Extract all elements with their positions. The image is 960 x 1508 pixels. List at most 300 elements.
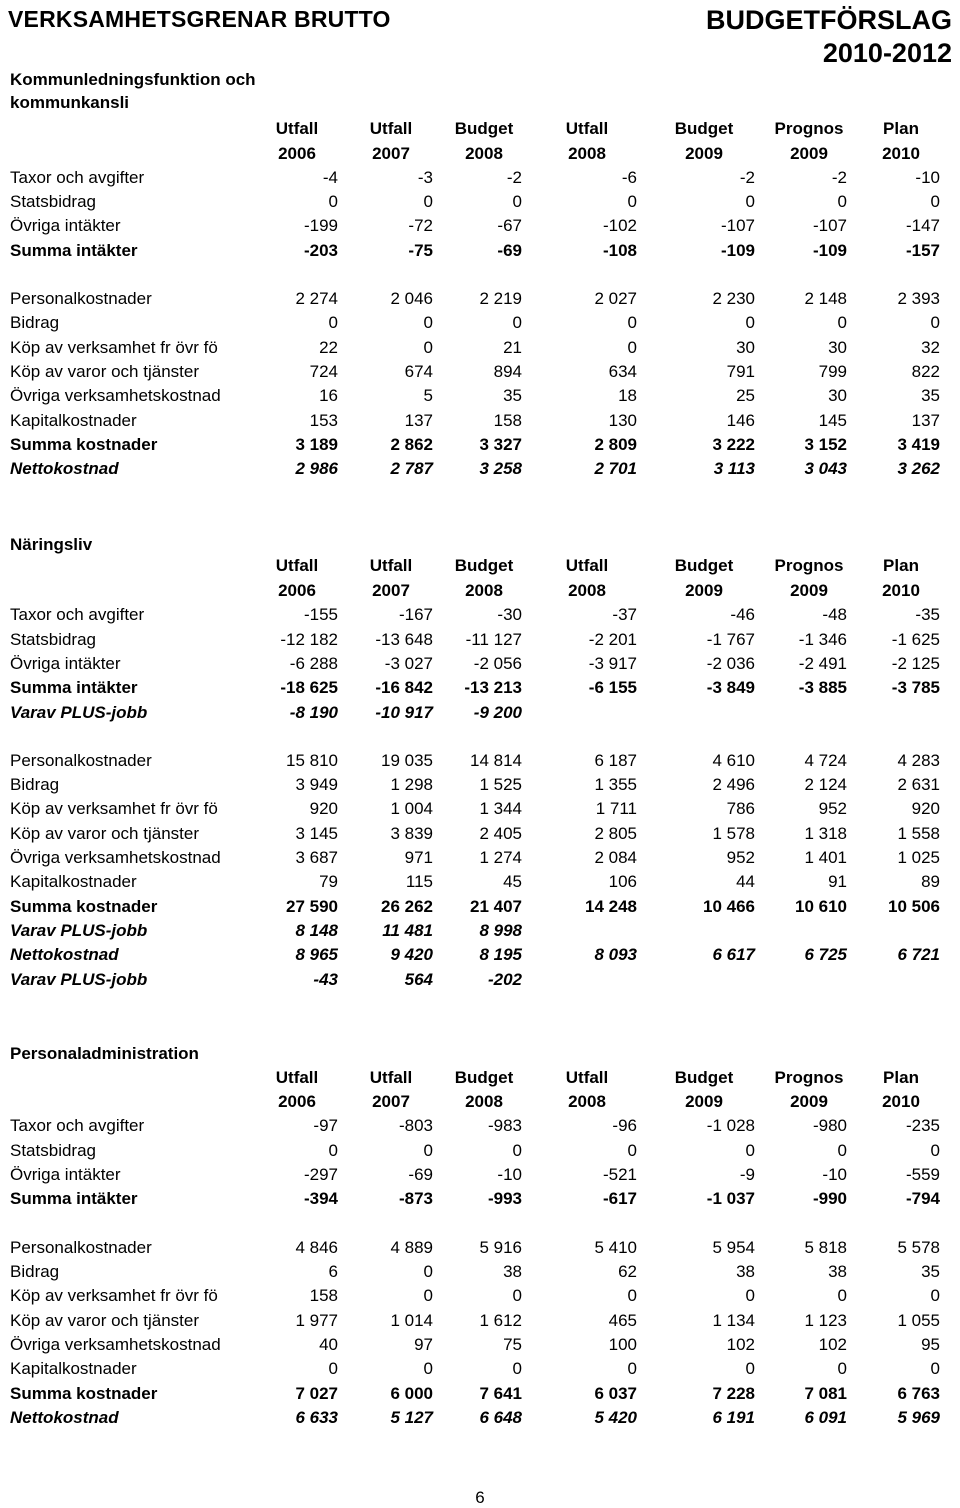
- row-value: 0: [930, 1286, 940, 1305]
- table-row: [0, 749, 960, 773]
- row-value: -794: [905, 1189, 940, 1208]
- row-value: 35: [921, 1262, 940, 1281]
- row-value: -43: [313, 970, 338, 989]
- row-value: 971: [404, 848, 433, 867]
- row-label: Köp av varor och tjänster: [10, 1311, 199, 1330]
- row-label: Nettokostnad: [10, 945, 119, 964]
- row-value: 3 189: [295, 435, 338, 454]
- row-value: 2 219: [479, 289, 522, 308]
- table-row: [0, 1260, 960, 1284]
- row-value: 3 687: [295, 848, 338, 867]
- row-value: 6 648: [479, 1408, 522, 1427]
- row-value: 75: [503, 1335, 522, 1354]
- row-value: -1 037: [706, 1189, 755, 1208]
- row-value: 2 809: [594, 435, 637, 454]
- table-row: [0, 919, 960, 943]
- row-value: -48: [822, 605, 847, 624]
- row-value: 38: [828, 1262, 847, 1281]
- row-label: Bidrag: [10, 313, 60, 332]
- row-value: 1 355: [594, 775, 637, 794]
- row-value: -96: [612, 1116, 637, 1135]
- row-value: 791: [726, 362, 755, 381]
- row-value: 0: [423, 338, 433, 357]
- row-value: 14 248: [585, 897, 637, 916]
- column-header: Utfall: [369, 556, 413, 575]
- row-value: -67: [497, 216, 522, 235]
- row-value: 674: [404, 362, 433, 381]
- row-value: 91: [828, 872, 847, 891]
- row-label: Summa intäkter: [10, 678, 138, 697]
- row-label: Köp av varor och tjänster: [10, 362, 199, 381]
- row-value: 7 641: [479, 1384, 522, 1403]
- row-value: 38: [503, 1262, 522, 1281]
- row-label: Statsbidrag: [10, 630, 96, 649]
- row-value: 0: [745, 1359, 755, 1378]
- column-header-row-1: [0, 1066, 960, 1090]
- column-header: Budget: [674, 1068, 734, 1087]
- row-value: 0: [627, 338, 637, 357]
- column-header: Budget: [454, 1068, 514, 1087]
- row-value: -10: [915, 168, 940, 187]
- column-header: Prognos: [774, 1068, 844, 1087]
- row-value: -9 200: [473, 703, 522, 722]
- row-value: 3 258: [479, 459, 522, 478]
- table-row: [0, 214, 960, 238]
- row-value: 5 916: [479, 1238, 522, 1257]
- row-value: 100: [608, 1335, 637, 1354]
- row-value: -202: [487, 970, 522, 989]
- row-value: -157: [905, 241, 940, 260]
- row-label: Övriga intäkter: [10, 1165, 121, 1184]
- row-label: Nettokostnad: [10, 1408, 119, 1427]
- row-value: 4 724: [804, 751, 847, 770]
- row-label: Bidrag: [10, 1262, 60, 1281]
- table-row: [0, 1309, 960, 1333]
- row-value: 30: [828, 386, 847, 405]
- column-header: Plan: [883, 556, 919, 575]
- row-label: Köp av verksamhet fr övr fö: [10, 338, 218, 357]
- row-label: Summa intäkter: [10, 241, 138, 260]
- row-value: 564: [404, 970, 433, 989]
- table-row: [0, 628, 960, 652]
- table-row: [0, 384, 960, 408]
- row-value: 145: [818, 411, 847, 430]
- table-row: [0, 1114, 960, 1138]
- row-value: -11 127: [465, 630, 522, 649]
- column-header: Prognos: [774, 556, 844, 575]
- row-value: 1 525: [479, 775, 522, 794]
- row-value: -8 190: [289, 703, 338, 722]
- row-value: 4 283: [897, 751, 940, 770]
- row-value: 6: [328, 1262, 338, 1281]
- row-value: 1 612: [479, 1311, 522, 1330]
- row-value: 27 590: [286, 897, 338, 916]
- row-value: -6: [621, 168, 637, 187]
- table-row: [0, 287, 960, 311]
- row-label: Personalkostnader: [10, 1238, 152, 1257]
- row-value: 10 466: [703, 897, 755, 916]
- row-value: 0: [745, 192, 755, 211]
- row-value: -617: [602, 1189, 637, 1208]
- column-header: Utfall: [275, 1068, 319, 1087]
- row-value: 0: [328, 313, 338, 332]
- row-value: -2 491: [798, 654, 847, 673]
- row-value: 1 014: [390, 1311, 433, 1330]
- row-value: 95: [921, 1335, 940, 1354]
- section-title-line2: kommunkansli: [10, 93, 130, 112]
- row-label: Bidrag: [10, 775, 60, 794]
- row-value: 2 862: [390, 435, 433, 454]
- row-value: 0: [837, 313, 847, 332]
- row-value: 1 401: [804, 848, 847, 867]
- column-year: 2009: [790, 1092, 828, 1111]
- row-value: -102: [602, 216, 637, 235]
- column-header: Utfall: [565, 119, 609, 138]
- row-label: Statsbidrag: [10, 1141, 96, 1160]
- column-year: 2008: [465, 144, 503, 163]
- page-title: VERKSAMHETSGRENAR BRUTTO: [8, 6, 391, 32]
- row-value: 0: [627, 1141, 637, 1160]
- row-value: 3 043: [804, 459, 847, 478]
- table-row: [0, 1139, 960, 1163]
- row-value: 1 558: [897, 824, 940, 843]
- row-value: 32: [921, 338, 940, 357]
- row-value: 0: [512, 1286, 522, 1305]
- budget-title-years: 2010-2012: [822, 38, 952, 68]
- row-value: 137: [404, 411, 433, 430]
- row-value: 0: [423, 313, 433, 332]
- row-value: 38: [736, 1262, 755, 1281]
- row-value: -155: [303, 605, 338, 624]
- row-value: 0: [328, 1359, 338, 1378]
- row-value: 952: [726, 848, 755, 867]
- table-row: [0, 676, 960, 700]
- row-value: -35: [915, 605, 940, 624]
- row-value: 21: [503, 338, 522, 357]
- row-value: 106: [608, 872, 637, 891]
- row-value: 9 420: [390, 945, 433, 964]
- row-label: Köp av varor och tjänster: [10, 824, 199, 843]
- table-row: [0, 1357, 960, 1381]
- row-value: -1 028: [706, 1116, 755, 1135]
- row-value: 920: [309, 799, 338, 818]
- row-value: 0: [512, 192, 522, 211]
- row-value: 1 025: [897, 848, 940, 867]
- row-label: Köp av verksamhet fr övr fö: [10, 799, 218, 818]
- row-value: -990: [812, 1189, 847, 1208]
- row-label: Summa kostnader: [10, 897, 158, 916]
- row-value: -297: [303, 1165, 338, 1184]
- column-year: 2008: [568, 144, 606, 163]
- row-value: 6 721: [897, 945, 940, 964]
- row-label: Statsbidrag: [10, 192, 96, 211]
- row-value: -2 201: [588, 630, 637, 649]
- section-title-line1: Näringsliv: [10, 535, 93, 554]
- row-value: -72: [408, 216, 433, 235]
- row-value: -2 056: [473, 654, 522, 673]
- row-value: -69: [408, 1165, 433, 1184]
- row-value: 1 004: [390, 799, 433, 818]
- column-header-row-1: [0, 554, 960, 578]
- row-value: 2 986: [295, 459, 338, 478]
- row-value: 26 262: [381, 897, 433, 916]
- column-header-row-2: [0, 1090, 960, 1114]
- row-label: Summa intäkter: [10, 1189, 138, 1208]
- row-value: -993: [487, 1189, 522, 1208]
- row-value: 0: [837, 1359, 847, 1378]
- row-value: 0: [745, 1141, 755, 1160]
- row-value: 0: [745, 313, 755, 332]
- row-value: 786: [726, 799, 755, 818]
- row-value: 6 000: [390, 1384, 433, 1403]
- row-value: -16 842: [375, 678, 433, 697]
- row-value: 0: [423, 1286, 433, 1305]
- row-value: 97: [414, 1335, 433, 1354]
- row-value: -75: [408, 241, 433, 260]
- row-value: 62: [618, 1262, 637, 1281]
- row-value: -6 155: [588, 678, 637, 697]
- row-value: 7 081: [804, 1384, 847, 1403]
- column-year: 2007: [372, 1092, 410, 1111]
- table-row: [0, 360, 960, 384]
- row-value: -3 917: [588, 654, 637, 673]
- section-title-kommunledning: [10, 68, 256, 114]
- row-value: 1 134: [712, 1311, 755, 1330]
- row-value: 40: [319, 1335, 338, 1354]
- row-value: 952: [818, 799, 847, 818]
- row-value: -1 346: [798, 630, 847, 649]
- table-row: [0, 1187, 960, 1211]
- row-label: Summa kostnader: [10, 1384, 158, 1403]
- table-row: [0, 773, 960, 797]
- row-value: 6 037: [594, 1384, 637, 1403]
- row-value: 0: [423, 1141, 433, 1160]
- row-value: 6 187: [594, 751, 637, 770]
- row-value: 0: [627, 1359, 637, 1378]
- section-title-line1: Personaladministration: [10, 1044, 199, 1063]
- row-value: 1 055: [897, 1311, 940, 1330]
- row-value: -30: [497, 605, 522, 624]
- column-header: Utfall: [565, 556, 609, 575]
- row-value: 2 046: [390, 289, 433, 308]
- row-value: -108: [602, 241, 637, 260]
- row-value: 2 631: [897, 775, 940, 794]
- row-value: -37: [612, 605, 637, 624]
- table-row: [0, 652, 960, 676]
- table-row: [0, 822, 960, 846]
- row-value: 18: [618, 386, 637, 405]
- column-header: Utfall: [565, 1068, 609, 1087]
- table-row: [0, 166, 960, 190]
- row-value: 21 407: [470, 897, 522, 916]
- row-value: -9: [739, 1165, 755, 1184]
- row-value: 3 327: [479, 435, 522, 454]
- row-value: 724: [309, 362, 338, 381]
- row-value: -109: [720, 241, 755, 260]
- row-value: 0: [627, 1286, 637, 1305]
- column-header: Plan: [883, 1068, 919, 1087]
- row-value: -2 125: [891, 654, 940, 673]
- table-row: [0, 311, 960, 335]
- row-value: 3 262: [897, 459, 940, 478]
- row-value: 0: [512, 1359, 522, 1378]
- row-value: 822: [911, 362, 940, 381]
- row-value: 0: [930, 1141, 940, 1160]
- table-row: [0, 433, 960, 457]
- column-header: Budget: [674, 556, 734, 575]
- row-value: 1 274: [479, 848, 522, 867]
- row-value: -1 767: [706, 630, 755, 649]
- row-value: 10 506: [888, 897, 940, 916]
- row-label: Kapitalkostnader: [10, 411, 137, 430]
- row-value: 6 191: [712, 1408, 755, 1427]
- row-value: 22: [319, 338, 338, 357]
- row-label: Summa kostnader: [10, 435, 158, 454]
- table-row: [0, 190, 960, 214]
- row-value: 2 274: [295, 289, 338, 308]
- row-value: -10 917: [375, 703, 433, 722]
- row-value: 146: [726, 411, 755, 430]
- column-header: Utfall: [369, 119, 413, 138]
- row-value: 5 818: [804, 1238, 847, 1257]
- row-value: 3 222: [712, 435, 755, 454]
- budget-title-line1: BUDGETFÖRSLAG: [706, 5, 952, 35]
- row-label: Kapitalkostnader: [10, 1359, 137, 1378]
- row-value: -10: [822, 1165, 847, 1184]
- table-row: [0, 846, 960, 870]
- row-value: 102: [818, 1335, 847, 1354]
- row-value: -18 625: [280, 678, 338, 697]
- row-label: Personalkostnader: [10, 751, 152, 770]
- row-value: 920: [911, 799, 940, 818]
- row-value: 2 084: [594, 848, 637, 867]
- column-year: 2010: [882, 1092, 920, 1111]
- row-value: 1 977: [295, 1311, 338, 1330]
- row-value: 465: [608, 1311, 637, 1330]
- row-value: 0: [837, 192, 847, 211]
- row-value: -983: [487, 1116, 522, 1135]
- table-row: [0, 336, 960, 360]
- row-value: 0: [837, 1286, 847, 1305]
- column-header-row-2: [0, 142, 960, 166]
- row-label: Övriga verksamhetskostnad: [10, 386, 221, 405]
- column-year: 2007: [372, 581, 410, 600]
- row-value: 1 578: [712, 824, 755, 843]
- column-header: Budget: [674, 119, 734, 138]
- table-row: [0, 1333, 960, 1357]
- row-value: -97: [313, 1116, 338, 1135]
- row-value: 4 610: [712, 751, 755, 770]
- row-value: 5 410: [594, 1238, 637, 1257]
- row-value: -3 885: [798, 678, 847, 697]
- row-value: 0: [512, 1141, 522, 1160]
- row-label: Kapitalkostnader: [10, 872, 137, 891]
- row-value: -10: [497, 1165, 522, 1184]
- row-label: Taxor och avgifter: [10, 168, 145, 187]
- row-value: 634: [608, 362, 637, 381]
- row-value: 0: [627, 192, 637, 211]
- row-label: Varav PLUS-jobb: [10, 921, 148, 940]
- row-value: 25: [736, 386, 755, 405]
- row-value: 8 093: [594, 945, 637, 964]
- row-value: 102: [726, 1335, 755, 1354]
- column-year: 2009: [685, 581, 723, 600]
- column-year: 2009: [790, 144, 828, 163]
- row-value: 1 344: [479, 799, 522, 818]
- row-value: 3 949: [295, 775, 338, 794]
- column-header: Utfall: [275, 119, 319, 138]
- table-row: [0, 457, 960, 481]
- column-year: 2006: [278, 1092, 316, 1111]
- row-value: 1 318: [804, 824, 847, 843]
- row-value: 44: [736, 872, 755, 891]
- row-value: 0: [328, 1141, 338, 1160]
- row-value: 6 763: [897, 1384, 940, 1403]
- row-value: 137: [911, 411, 940, 430]
- row-value: 3 152: [804, 435, 847, 454]
- column-header: Plan: [883, 119, 919, 138]
- row-value: 2 027: [594, 289, 637, 308]
- table-row: [0, 943, 960, 967]
- row-label: Taxor och avgifter: [10, 1116, 145, 1135]
- row-value: 15 810: [286, 751, 338, 770]
- row-value: 5 969: [897, 1408, 940, 1427]
- row-label: Övriga intäkter: [10, 216, 121, 235]
- table-row: [0, 1382, 960, 1406]
- section-title-line1: Kommunledningsfunktion och: [10, 70, 256, 89]
- row-label: Övriga verksamhetskostnad: [10, 848, 221, 867]
- row-value: 8 195: [479, 945, 522, 964]
- row-value: -109: [812, 241, 847, 260]
- column-year: 2009: [790, 581, 828, 600]
- row-value: -69: [497, 241, 522, 260]
- column-header: Budget: [454, 556, 514, 575]
- column-header: Prognos: [774, 119, 844, 138]
- page-number: 6: [475, 1488, 485, 1507]
- row-value: -3 027: [384, 654, 433, 673]
- row-value: 4 889: [390, 1238, 433, 1257]
- row-value: 2 787: [390, 459, 433, 478]
- row-value: -3 849: [706, 678, 755, 697]
- column-year: 2008: [568, 1092, 606, 1111]
- row-value: 6 091: [804, 1408, 847, 1427]
- row-value: 1 711: [595, 799, 637, 818]
- row-value: -3 785: [891, 678, 940, 697]
- row-label: Varav PLUS-jobb: [10, 703, 148, 722]
- row-value: 19 035: [381, 751, 433, 770]
- row-value: 2 393: [897, 289, 940, 308]
- row-value: 14 814: [470, 751, 522, 770]
- row-value: 1 123: [804, 1311, 847, 1330]
- row-value: -559: [905, 1165, 940, 1184]
- column-header: Utfall: [275, 556, 319, 575]
- table-row: [0, 1406, 960, 1430]
- row-value: 0: [745, 1286, 755, 1305]
- row-value: -107: [812, 216, 847, 235]
- row-value: 10 610: [795, 897, 847, 916]
- row-label: Varav PLUS-jobb: [10, 970, 148, 989]
- row-value: 130: [608, 411, 637, 430]
- row-value: 30: [736, 338, 755, 357]
- section-title-naringsliv: [10, 533, 92, 556]
- column-year: 2008: [568, 581, 606, 600]
- table-row: [0, 239, 960, 263]
- row-value: 0: [512, 313, 522, 332]
- row-value: 894: [493, 362, 522, 381]
- table-row: [0, 1236, 960, 1260]
- row-value: 35: [921, 386, 940, 405]
- row-value: 2 805: [594, 824, 637, 843]
